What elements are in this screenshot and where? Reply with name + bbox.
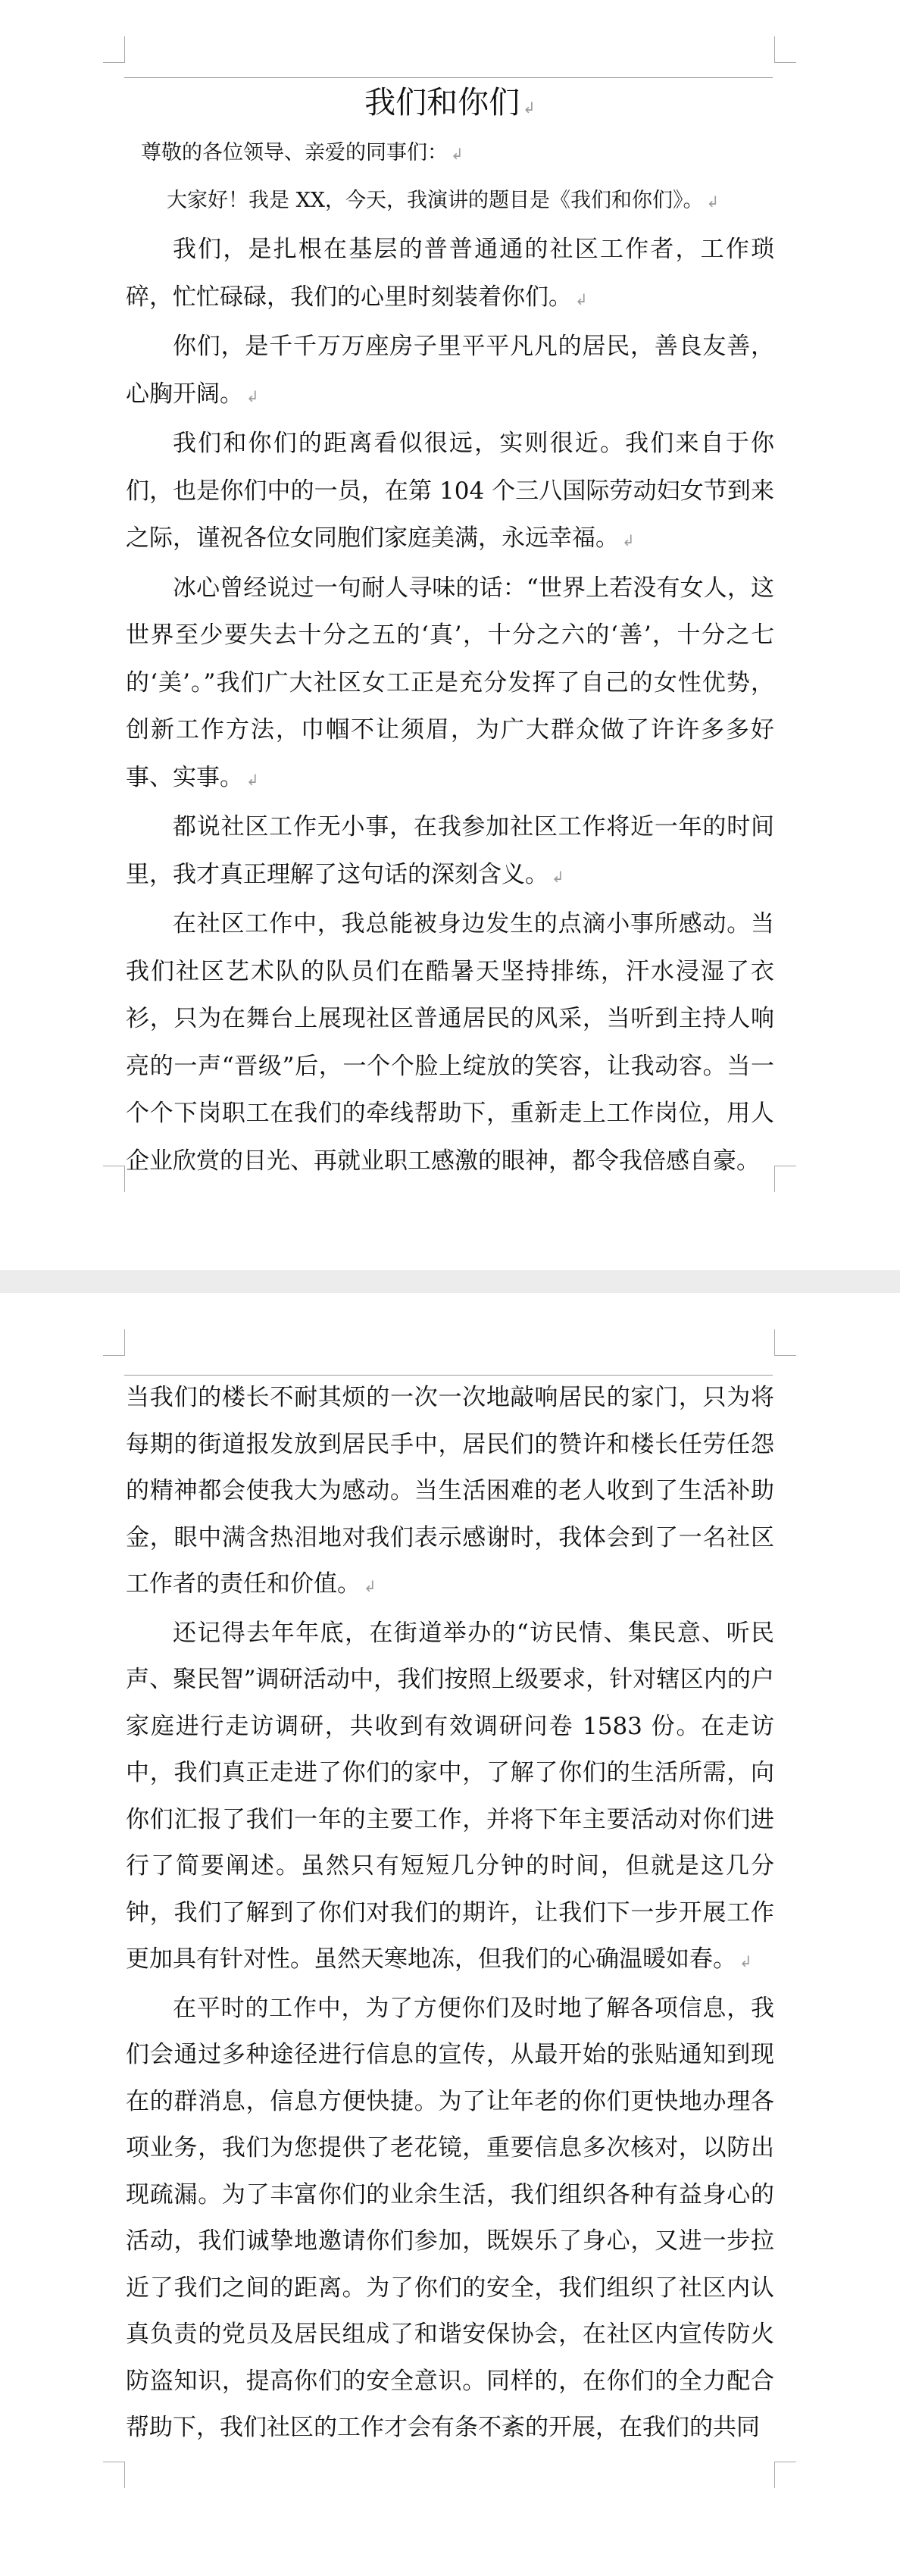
greeting: 大家好！我是 XX，今天，我演讲的题目是《我们和你们》。 ↲ — [167, 189, 720, 212]
crop-mark-bottom-left — [103, 1166, 125, 1192]
crop-mark-top-left — [103, 1329, 125, 1356]
page-2-body — [126, 1375, 774, 2452]
paragraph-mark-icon: ↲ — [739, 1952, 752, 1970]
paragraph-mark-icon: ↲ — [523, 99, 536, 117]
crop-mark-bottom-left — [103, 2462, 125, 2488]
salutation: 尊敬的各位领导、亲爱的同事们： ↲ — [141, 141, 464, 164]
paragraph-mark-icon: ↲ — [451, 145, 464, 163]
paragraph: 在平时的工作中，为了方便你们及时地了解各项信息，我们会通过多种途径进行信息的宣传，从最开始的张贴通知到现在的群消息，信息方便快捷。为了让年老的你们更快地办理各项业务，我们为您提供了老花镜，重要信息多次核对，以防出现疏漏。为了丰富你们的业余生活，我们组织各种有益身心的活动，我们诚挚地邀请你们参加，既娱乐了身心，又进一步拉近了我们之间的距离。为了你们的安全，我们组织了社区内认真负责的党员及居民组成了和谐安保协会，在社区内宣传防火防盗知识，提高你们的安全意识。同样的，在你们的全力配合帮助下，我们社区的工作才会有条不紊的开展，在我们的共同 — [126, 1994, 774, 2441]
paragraph-mark-icon: ↲ — [246, 770, 259, 789]
paragraph-continuation: 当我们的楼长不耐其烦的一次一次地敲响居民的家门，只为将每期的街道报发放到居民手中，居民们的赞许和楼长任劳任怨的精神都会使我大为感动。当生活困难的老人收到了生活补助金，眼中满含热泪地对我们表示感谢时，我体会到了一名社区工作者的责任和价值。 ↲ — [126, 1384, 774, 1598]
paragraph: 都说社区工作无小事，在我参加社区工作将近一年的时间里，我才真正理解了这句话的深刻含义。 ↲ — [126, 813, 774, 888]
paragraph: 我们和你们的距离看似很远，实则很近。我们来自于你们，也是你们中的一员，在第 104 个三八国际劳动妇女节到来之际，谨祝各位女同胞们家庭美满，永远幸福。 ↲ — [126, 430, 774, 552]
paragraph: 你们，是千千万万座房子里平平凡凡的居民，善良友善，心胸开阔。 ↲ — [126, 333, 774, 408]
paragraph-mark-icon: ↲ — [575, 290, 588, 308]
paragraph-mark-icon: ↲ — [246, 387, 259, 405]
paragraph-mark-icon: ↲ — [622, 531, 635, 549]
paragraph: 在社区工作中，我总能被身边发生的点滴小事所感动。当我们社区艺术队的队员们在酷暑天坚持排练，汗水浸湿了衣衫，只为在舞台上展现社区普通居民的风采，当听到主持人响亮的一声“晋级”后，一个个脸上绽放的笑容，让我动容。当一个个下岗职工在我们的牵线帮助下，重新走上工作岗位，用人企业欣赏的目光、再就业职工感激的眼神，都令我倍感自豪。 — [126, 910, 774, 1175]
paragraph: 我们，是扎根在基层的普普通通的社区工作者，工作琐碎，忙忙碌碌，我们的心里时刻装着你们。 ↲ — [126, 236, 774, 311]
crop-mark-top-right — [774, 1329, 796, 1356]
paragraph-mark-icon: ↲ — [364, 1577, 377, 1595]
paragraph-mark-icon: ↲ — [552, 867, 564, 886]
paragraph: 冰心曾经说过一句耐人寻味的话：“世界上若没有女人，这世界至少要失去十分之五的‘真’，十分之六的‘善’，十分之七的‘美’。”我们广大社区女工正是充分发挥了自己的女性优势，创新工作方法，巾帼不让须眉，为广大群众做了许许多多好事、实事。 ↲ — [126, 574, 774, 791]
document-page-1 — [0, 0, 900, 1270]
page-1-body — [126, 80, 774, 1185]
document-page-2 — [0, 1293, 900, 2576]
paragraph: 还记得去年年底，在街道举办的“访民情、集民意、听民声、聚民智”调研活动中，我们按照上级要求，针对辖区内的户家庭进行走访调研，共收到有效调研问卷 1583 份。在走访中，我们真正走进了你们的家中，了解了你们的生活所需，向你们汇报了我们一年的主要工作，并将下年主要活动对你们进行了简要阐述。虽然只有短短几分钟的时间，但就是这几分钟，我们了解到了你们对我们的期许，让我们下一步开展工作更加具有针对性。虽然天寒地冻，但我们的心确温暖如春。 ↲ — [126, 1619, 774, 1973]
crop-mark-bottom-right — [774, 1166, 796, 1192]
header-rule — [124, 77, 773, 78]
crop-mark-top-right — [774, 36, 796, 63]
crop-mark-top-left — [103, 36, 125, 63]
paragraph-mark-icon: ↲ — [706, 192, 720, 211]
crop-mark-bottom-right — [774, 2462, 796, 2488]
document-title: 我们和你们 ↲ — [364, 84, 536, 121]
